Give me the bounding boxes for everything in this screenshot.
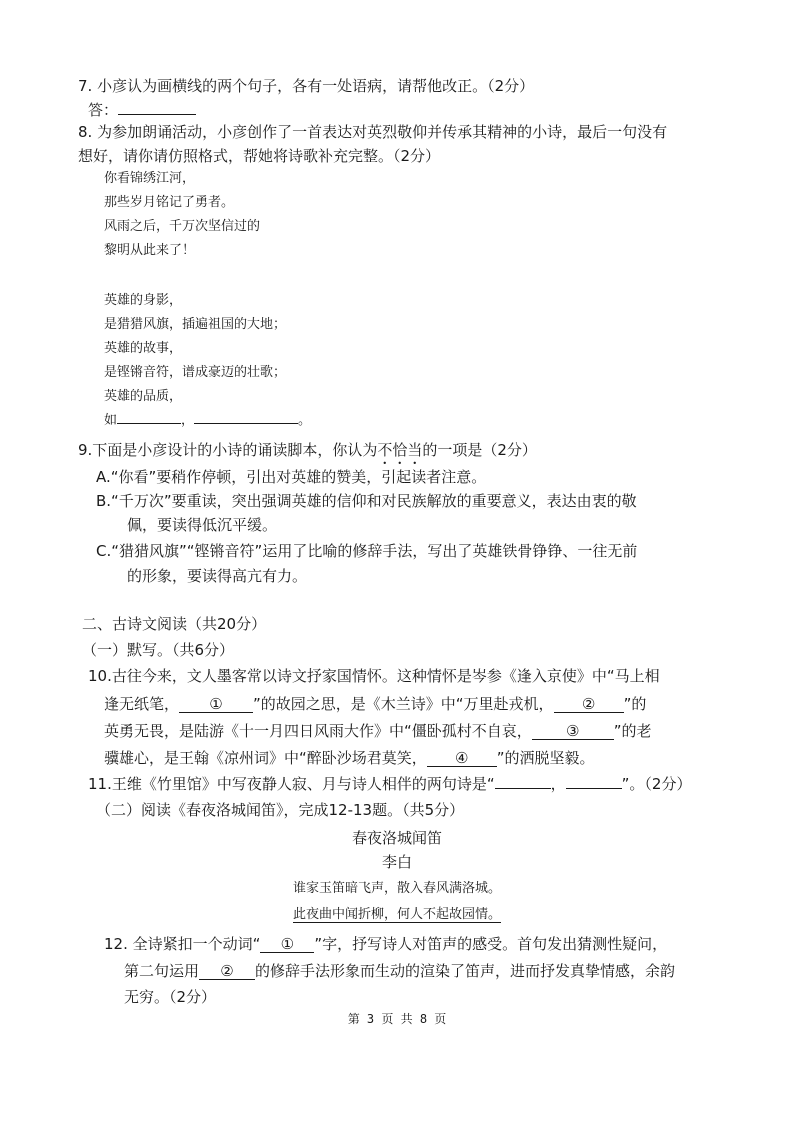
q9-option-b-cont: 佩，要读得低沉平缓。 [127, 516, 278, 534]
poem-line: 英雄的故事， [104, 341, 183, 356]
subsection-title: （一）默写。（共6分） [82, 641, 235, 659]
poem-last-line-end: 。 [298, 413, 312, 428]
q11-text-end: ”。（2分） [621, 775, 692, 793]
q12-text: ”字，抒写诗人对笛声的感受。首句发出猜测性疑问， [314, 935, 668, 953]
q10-blank-3: ③ [532, 723, 614, 740]
poem-line: 英雄的身影， [104, 293, 183, 308]
q12-text: 12. 全诗紧扣一个动词“ [104, 935, 261, 953]
q12-line2 [124, 961, 675, 981]
q12-blank-1: ① [260, 936, 314, 953]
q10-text: 英勇无畏，是陆游《十一月四日风雨大作》中“僵卧孤村不自哀， [104, 722, 532, 740]
poem2-line2-wrap [0, 906, 794, 924]
poem-line: 英雄的品质， [104, 389, 183, 404]
q9-option-b: B.“千万次”要重读，突出强调英雄的信仰和对民族解放的重要意义，表达由衷的敬 [96, 492, 637, 510]
q12-blank-2: ② [199, 963, 255, 980]
poem2-line1: 谁家玉笛暗飞声，散入春风满洛城。 [292, 881, 501, 896]
q10-line4 [104, 748, 595, 768]
q8-text-line1: 8. 为参加朗诵活动，小彦创作了一首表达对英烈敬仰并传承其精神的小诗，最后一句没有 [78, 123, 668, 141]
subsection-title-2: （二）阅读《春夜洛城闻笛》，完成12-13题。（共5分） [96, 801, 465, 819]
poem-last-line-start: 如 [104, 413, 118, 428]
q10-text: ”的老 [613, 722, 652, 740]
q11-text [88, 774, 691, 794]
q10-blank-4: ④ [427, 750, 497, 767]
q9-text-post: 的一项是（2分） [422, 441, 537, 459]
q9-text-pre: 9.下面是小彦设计的小诗的诵读脚本，你认为 [78, 441, 378, 459]
q12-text: 第二句运用 [124, 962, 200, 980]
q9-option-c: C.“猎猎风旗”“铿锵音符”运用了比喻的修辞手法，写出了英雄铁骨铮铮、一往无前 [96, 542, 638, 560]
q10-text: 逢无纸笔， [104, 695, 180, 713]
q7-text: 7. 小彦认为画横线的两个句子，各有一处语病，请帮他改正。（2分） [78, 77, 535, 95]
section-title: 二、古诗文阅读（共20分） [82, 615, 267, 633]
q7-answer-line [88, 100, 196, 120]
poem-author: 李白 [381, 853, 412, 871]
q11-blank-1 [495, 788, 551, 789]
q7-answer-label: 答： [88, 101, 119, 119]
q12-line3: 无穷。（2分） [124, 988, 217, 1006]
q10-blank-2: ② [554, 696, 624, 713]
q10-blank-1: ① [179, 696, 253, 713]
q11-blank-2 [566, 788, 622, 789]
poem-last-line [104, 412, 311, 430]
poem-blank-2 [194, 423, 298, 424]
q12-text: 的修辞手法形象而生动的渲染了笛声，进而抒发真挚情感，余韵 [255, 962, 676, 980]
poem-line: 是猎猎风旗，插遍祖国的大地； [104, 317, 287, 332]
poem2-line2: 此夜曲中闻折柳，何人不起故园情。 [292, 907, 501, 922]
q8-text-line2: 想好，请你请仿照格式，帮她将诗歌补充完整。（2分） [78, 147, 441, 165]
q10-text: ”的 [623, 695, 647, 713]
q9-text [78, 440, 537, 468]
q9-option-c-cont: 的形象，要读得高亢有力。 [127, 567, 308, 585]
poem-line: 风雨之后，千万次坚信过的 [104, 219, 261, 234]
poem-blank-1 [117, 423, 181, 424]
q10-line3 [104, 721, 652, 741]
poem-line: 你看锦绣江河， [104, 171, 196, 186]
q9-text-emphasis: 不恰当 [377, 441, 423, 459]
q10-text: ”的故园之思，是《木兰诗》中“万里赴戎机， [253, 695, 554, 713]
q7-answer-blank [118, 114, 196, 115]
q10-line2 [104, 694, 646, 714]
q12-line1 [104, 934, 667, 954]
q11-comma: ， [550, 775, 566, 793]
page-footer: 第 3 页 共 8 页 [347, 1012, 447, 1026]
poem-line: 黎明从此来了！ [104, 243, 196, 258]
q10-text: ”的洒脱坚毅。 [496, 749, 595, 767]
q10-text: 骥雄心，是王翰《凉州词》中“醉卧沙场君莫笑， [104, 749, 427, 767]
poem-line: 那些岁月铭记了勇者。 [104, 195, 235, 210]
poem-title: 春夜洛城闻笛 [351, 829, 442, 847]
q11-text-start: 11.王维《竹里馆》中写夜静人寂、月与诗人相伴的两句诗是“ [88, 775, 495, 793]
q10-line1: 10.古往今来，文人墨客常以诗文抒家国情怀。这种情怀是岑参《逢入京使》中“马上相 [88, 667, 660, 685]
poem-last-line-comma: ， [181, 413, 195, 428]
q9-option-a: A.“你看”要稍作停顿，引出对英雄的赞美，引起读者注意。 [96, 468, 487, 486]
poem-line: 是铿锵音符，谱成豪迈的壮歌； [104, 365, 287, 380]
